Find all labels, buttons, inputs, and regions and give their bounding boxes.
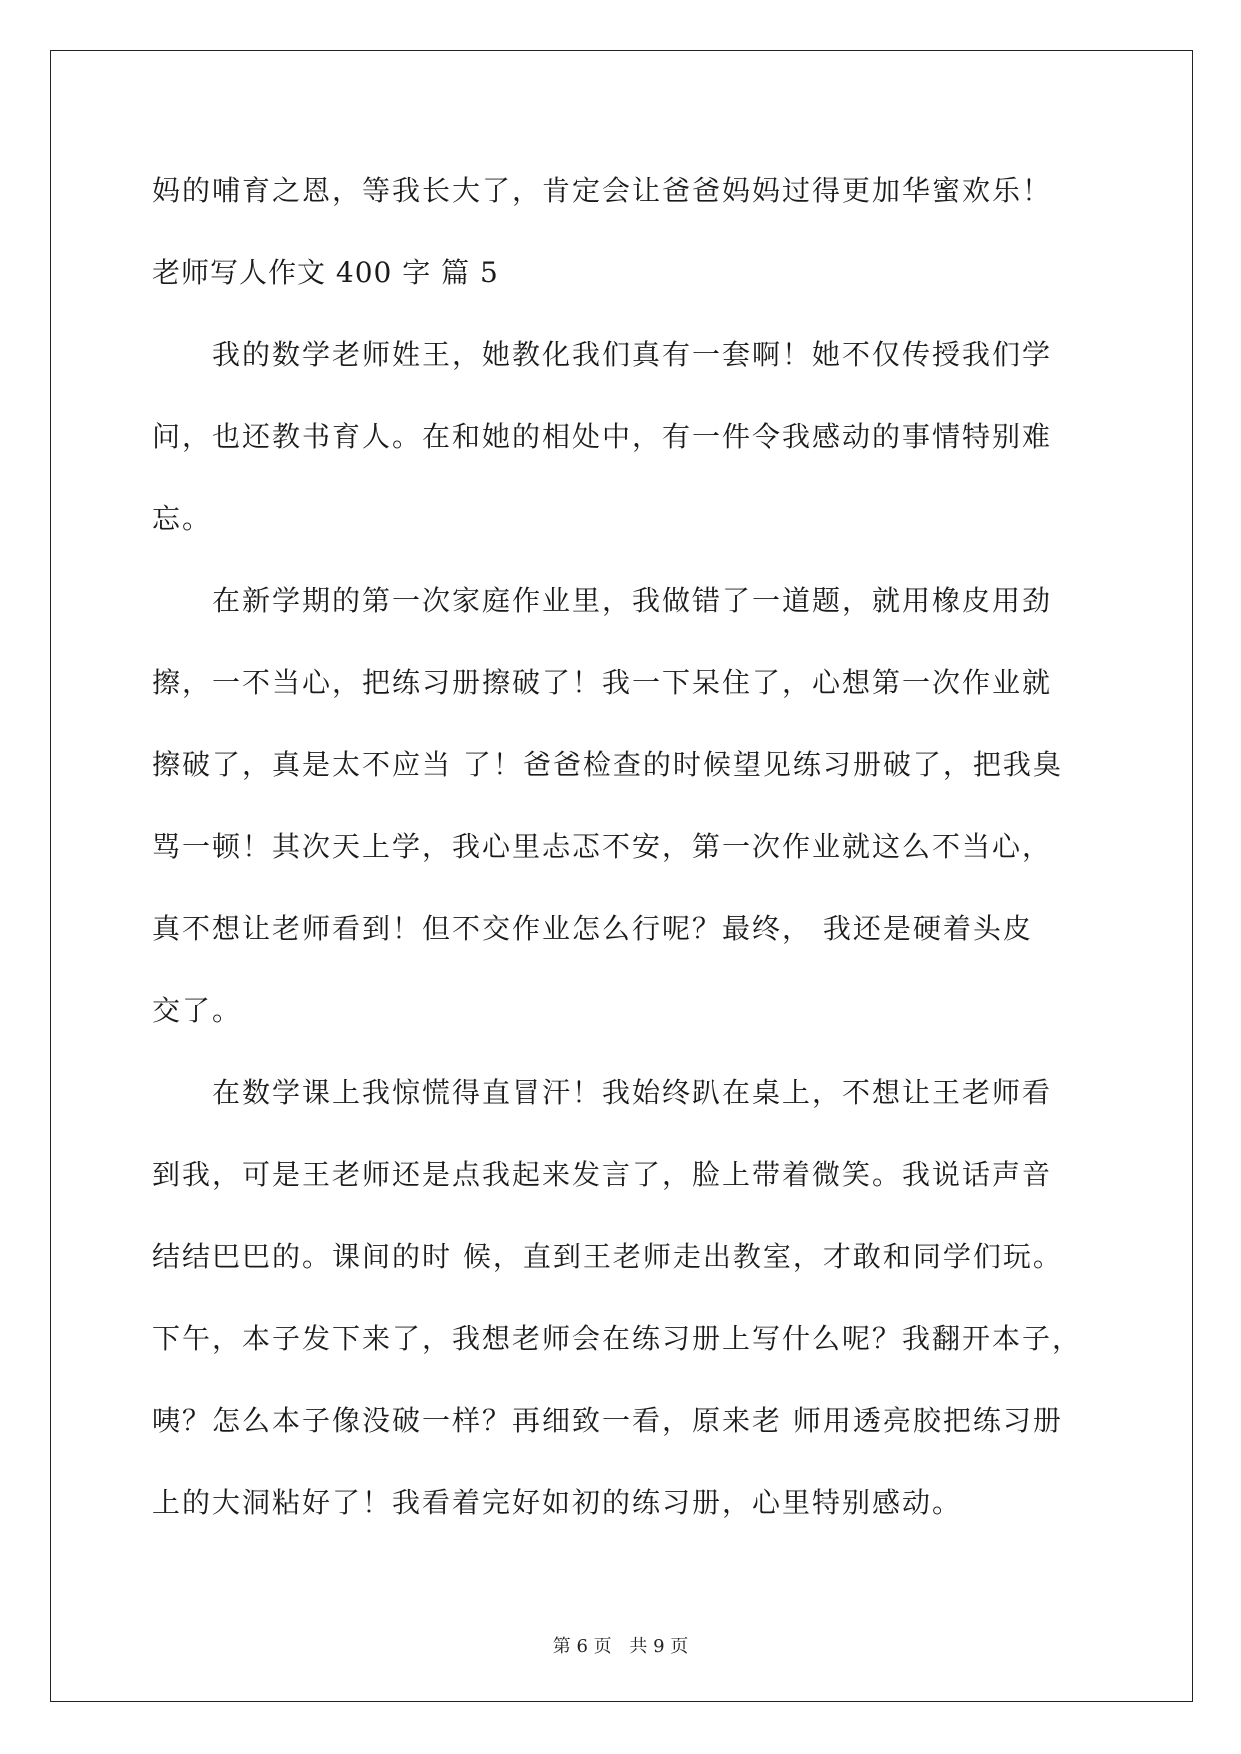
text-line-1: 妈的哺育之恩，等我长大了，肯定会让爸爸妈妈过得更加华蜜欢乐！ <box>152 174 1053 207</box>
text-line-17: 上的大洞粘好了！我看着完好如初的练习册，心里特别感动。 <box>152 1486 963 1519</box>
text-line-12: 在数学课上我惊慌得直冒汗！我始终趴在桌上，不想让王老师看 <box>212 1076 1053 1109</box>
page-footer <box>0 1632 1241 1658</box>
text-line-10: 真不想让老师看到！但不交作业怎么行呢？最终， 我还是硬着头皮 <box>152 912 1033 945</box>
page-number: 第 6 页 <box>552 1636 612 1657</box>
text-line-8: 擦破了，真是太不应当 了！爸爸检查的时候望见练习册破了，把我臭 <box>152 748 1063 781</box>
text-line-16: 咦？怎么本子像没破一样？再细致一看，原来老 师用透亮胶把练习册 <box>152 1404 1063 1437</box>
section-heading: 老师写人作文 400 字 篇 5 <box>152 256 499 289</box>
text-line-3: 我的数学老师姓王，她教化我们真有一套啊！她不仅传授我们学 <box>212 338 1053 371</box>
text-line-9: 骂一顿！其次天上学，我心里忐忑不安，第一次作业就这么不当心， <box>152 830 1053 863</box>
text-line-7: 擦，一不当心，把练习册擦破了！我一下呆住了，心想第一次作业就 <box>152 666 1053 699</box>
text-line-14: 结结巴巴的。课间的时 候，直到王老师走出教室，才敢和同学们玩。 <box>152 1240 1063 1273</box>
text-line-5: 忘。 <box>152 502 213 535</box>
text-line-11: 交了。 <box>152 994 243 1027</box>
document-body <box>152 160 1092 1554</box>
text-line-13: 到我，可是王老师还是点我起来发言了，脸上带着微笑。我说话声音 <box>152 1158 1053 1191</box>
total-pages: 共 9 页 <box>629 1636 689 1657</box>
text-line-4: 问，也还教书育人。在和她的相处中，有一件令我感动的事情特别难 <box>152 420 1053 453</box>
text-line-15: 下午，本子发下来了，我想老师会在练习册上写什么呢？我翻开本子， <box>152 1322 1083 1355</box>
text-line-6: 在新学期的第一次家庭作业里，我做错了一道题，就用橡皮用劲 <box>212 584 1053 617</box>
